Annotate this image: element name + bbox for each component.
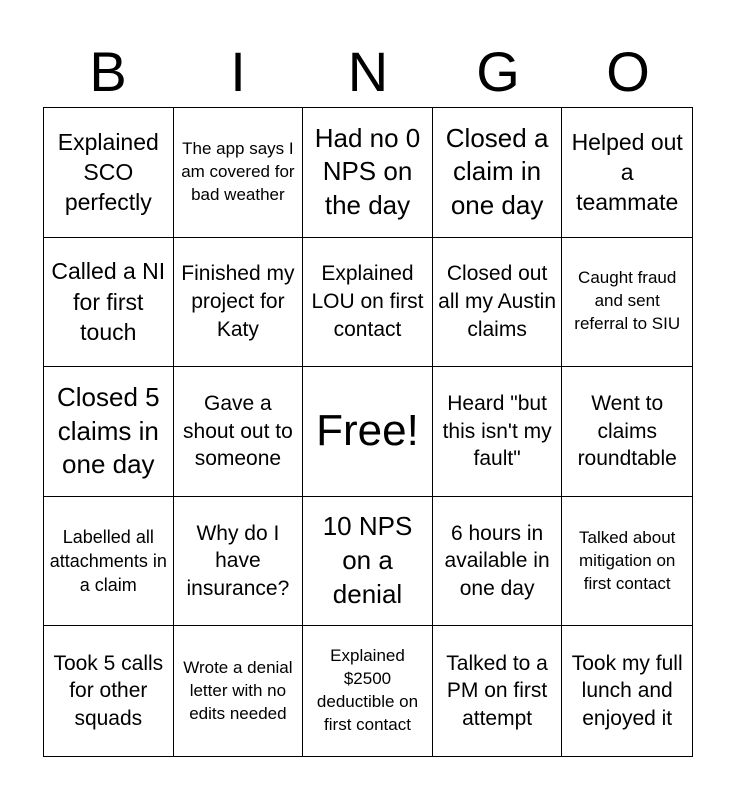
bingo-cell xyxy=(174,108,304,238)
bingo-cell xyxy=(433,367,563,497)
bingo-cell xyxy=(174,238,304,368)
bingo-cell xyxy=(44,497,174,627)
cell-text: 6 hours in available in one day xyxy=(444,521,550,600)
cell-text: Went to claims roundtable xyxy=(577,391,677,471)
bingo-cell xyxy=(562,626,692,756)
bingo-cell xyxy=(303,497,433,627)
bingo-cell xyxy=(562,108,692,238)
bingo-cell xyxy=(303,108,433,238)
bingo-cell xyxy=(44,238,174,368)
title-letter-n: N xyxy=(347,40,389,103)
cell-text: 10 NPS on a denial xyxy=(322,511,413,609)
cell-text: Heard "but this isn't my fault" xyxy=(442,391,552,471)
title-letter-o: O xyxy=(606,40,650,103)
free-space-text: Free! xyxy=(316,406,419,456)
title-letter-b: B xyxy=(89,40,127,103)
bingo-cell xyxy=(44,108,174,238)
bingo-cell xyxy=(174,497,304,627)
cell-text: Caught fraud and sent referral to SIU xyxy=(574,268,681,334)
cell-text: Why do I have insurance? xyxy=(186,521,290,600)
cell-text: Wrote a denial letter with no edits needed xyxy=(183,657,293,723)
cell-text: Closed a claim in one day xyxy=(445,122,549,221)
cell-text: Talked to a PM on first attempt xyxy=(446,651,548,731)
cell-text: Gave a shout out to someone xyxy=(183,391,293,471)
free-space-cell xyxy=(303,367,433,497)
bingo-cell xyxy=(562,367,692,497)
cell-text: Explained SCO perfectly xyxy=(57,128,159,216)
cell-text: Called a NI for first touch xyxy=(51,258,166,346)
bingo-cell xyxy=(44,367,174,497)
cell-text: Labelled all attachments in a claim xyxy=(49,526,167,596)
bingo-cell xyxy=(433,238,563,368)
bingo-cell xyxy=(44,626,174,756)
bingo-cell xyxy=(174,367,304,497)
bingo-cell xyxy=(433,626,563,756)
cell-text: Explained LOU on first contact xyxy=(311,262,424,341)
cell-text: Closed 5 claims in one day xyxy=(56,381,160,480)
bingo-cell xyxy=(433,497,563,627)
bingo-cell xyxy=(303,626,433,756)
cell-text: Explained $2500 deductible on first contact xyxy=(316,646,419,735)
bingo-board xyxy=(43,107,693,757)
title-letter-i: I xyxy=(230,40,246,103)
cell-text: Talked about mitigation on first contact xyxy=(578,527,676,593)
bingo-cell xyxy=(303,238,433,368)
bingo-cell xyxy=(562,497,692,627)
cell-text: Finished my project for Katy xyxy=(181,262,295,341)
bingo-cell xyxy=(562,238,692,368)
cell-text: Took 5 calls for other squads xyxy=(53,651,164,731)
cell-text: Took my full lunch and enjoyed it xyxy=(571,651,683,731)
bingo-cell xyxy=(433,108,563,238)
cell-text: Helped out a teammate xyxy=(571,128,683,216)
bingo-cell xyxy=(174,626,304,756)
cell-text: Had no 0 NPS on the day xyxy=(314,122,421,221)
cell-text: Closed out all my Austin claims xyxy=(438,262,557,341)
cell-text: The app says I am covered for bad weather xyxy=(181,138,295,204)
title-letter-g: G xyxy=(476,40,520,103)
